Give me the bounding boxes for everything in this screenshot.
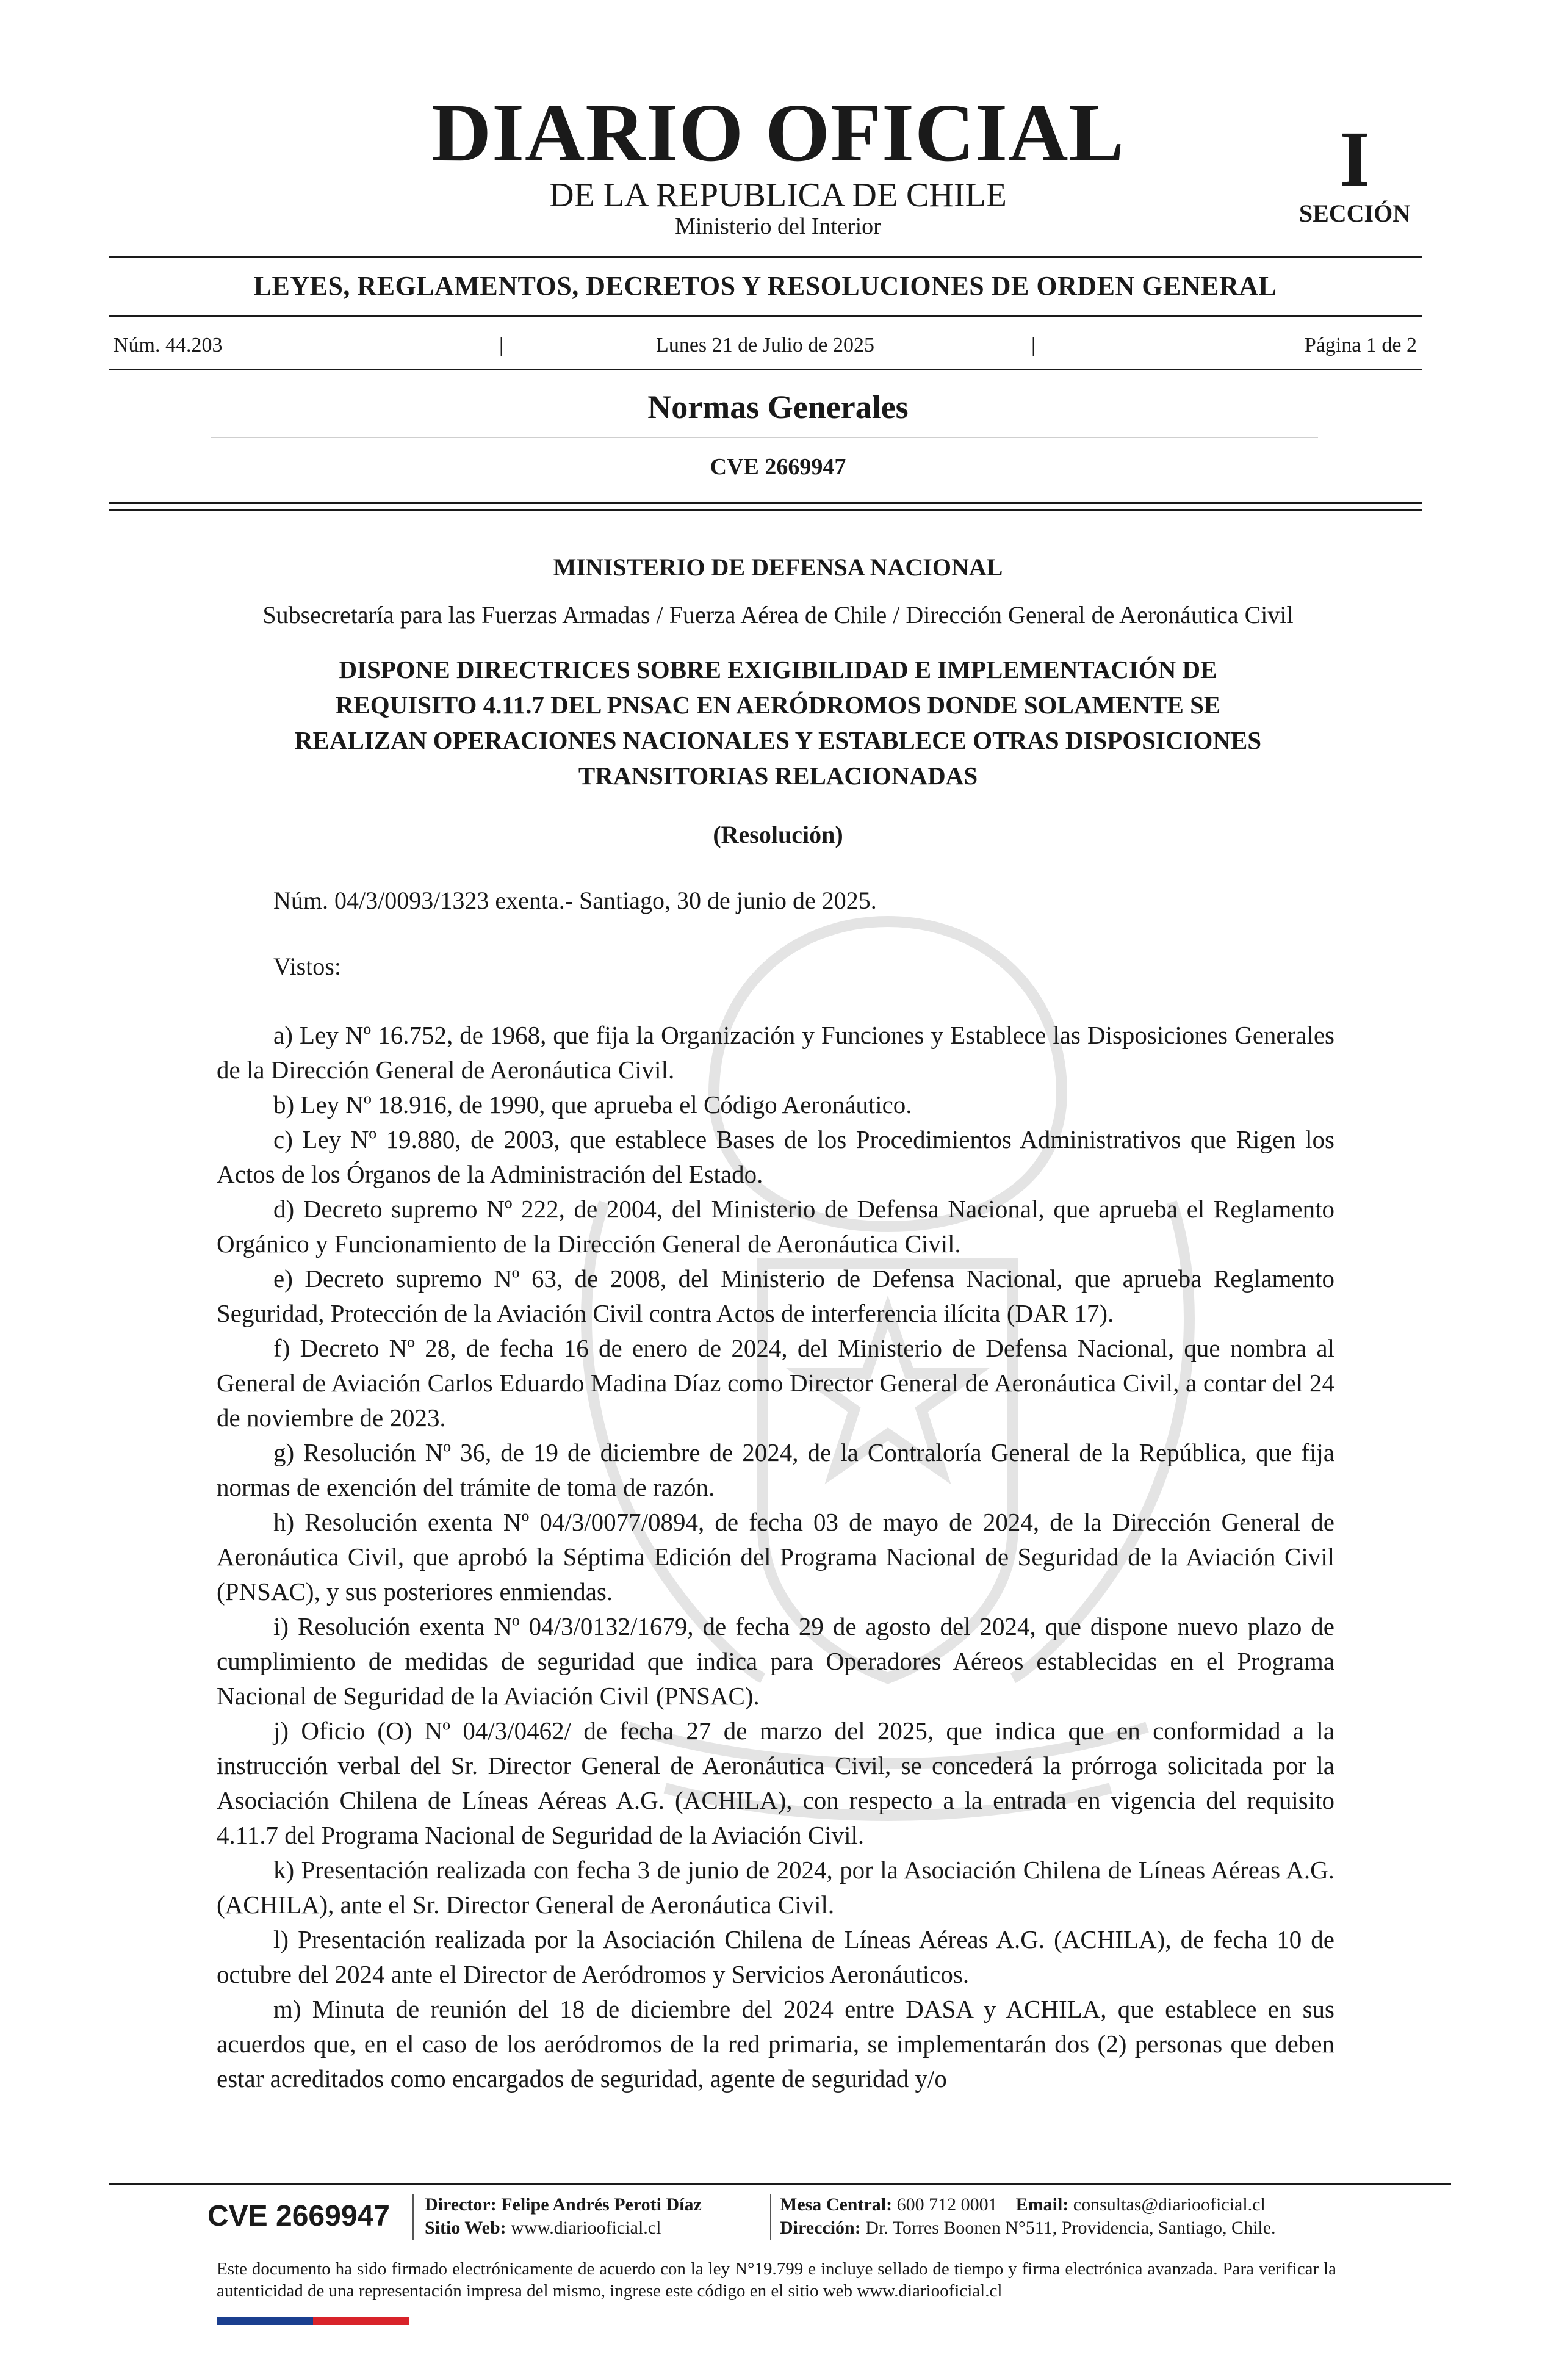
- heading-line: DISPONE DIRECTRICES SOBRE EXIGIBILIDAD E IMPLEMENTACIÓN DE: [339, 655, 1217, 683]
- footer-divider: [412, 2194, 414, 2240]
- paragraph: e) Decreto supremo Nº 63, de 2008, del Ministerio de Defensa Nacional, que aprueba Reglamento Seguridad, Protección de la Aviación Civil contra Actos de interferencia ilícita (DAR 17).: [217, 1264, 1334, 1327]
- flag-stripe-blue: [217, 2317, 313, 2325]
- category-rule-bottom: [109, 315, 1422, 317]
- section-divider: [211, 437, 1318, 438]
- resolution-number: Núm. 04/3/0093/1323 exenta.- Santiago, 30 de junio de 2025.: [273, 887, 877, 914]
- paragraph: g) Resolución Nº 36, de 19 de diciembre de 2024, de la Contraloría General de la República, que fija normas de exención del trámite de toma de razón.: [217, 1438, 1334, 1501]
- director-label: Director:: [425, 2194, 497, 2215]
- flag-stripe-red: [313, 2317, 409, 2325]
- masthead-rule-top: [109, 256, 1422, 258]
- ministry-label: Ministerio del Interior: [675, 214, 881, 239]
- document-heading: [183, 652, 1373, 793]
- organization: MINISTERIO DE DEFENSA NACIONAL: [553, 554, 1003, 581]
- newspaper-title: DIARIO OFICIAL: [431, 87, 1125, 179]
- paragraph: m) Minuta de reunión del 18 de diciembre del 2024 entre DASA y ACHILA, que establece en sus acuerdos que, en el caso de los aeródromos de la red primaria, se implementarán dos (2) personas que deben estar acreditados como encargados de seguridad, agente de seguridad y/o: [217, 1995, 1334, 2093]
- section-label: SECCIÓN: [1298, 200, 1411, 227]
- paragraph: b) Ley Nº 18.916, de 1990, que aprueba el Código Aeronáutico.: [273, 1091, 912, 1119]
- footer-cve-code: CVE 2669947: [207, 2200, 390, 2232]
- director-name: Felipe Andrés Peroti Díaz: [501, 2194, 702, 2215]
- paragraph: k) Presentación realizada con fecha 3 de junio de 2024, por la Asociación Chilena de Líneas Aéreas A.G. (ACHILA), ante el Sr. Director General de Aeronáutica Civil.: [217, 1856, 1334, 1919]
- double-rule-top: [109, 502, 1422, 504]
- paragraph: d) Decreto supremo Nº 222, de 2004, del Ministerio de Defensa Nacional, que aprueba el Reglamento Orgánico y Funcionamiento de la Dirección General de Aeronáutica Civil.: [217, 1195, 1334, 1258]
- address-label: Dirección:: [780, 2218, 861, 2238]
- meta-separator: |: [1031, 334, 1036, 356]
- footer-divider: [770, 2194, 771, 2240]
- paragraph: l) Presentación realizada por la Asociación Chilena de Líneas Aéreas A.G. (ACHILA), de fecha 10 de octubre del 2024 ante el Director de Aeródromos y Servicios Aeronáuticos.: [217, 1925, 1334, 1988]
- mesa-label: Mesa Central:: [780, 2194, 893, 2215]
- page-indicator: Página 1 de 2: [1304, 334, 1417, 356]
- document-type: (Resolución): [713, 821, 843, 848]
- footer-contact-block: [780, 2193, 1276, 2240]
- newspaper-subtitle: DE LA REPUBLICA DE CHILE: [549, 176, 1007, 214]
- paragraph: f) Decreto Nº 28, de fecha 16 de enero de 2024, del Ministerio de Defensa Nacional, que nombra al General de Aviación Carlos Eduardo Madina Díaz como Director General de Aeronáutica Civil, a contar del 24 de noviembre de 2023.: [217, 1334, 1334, 1432]
- footer-rule: [109, 2183, 1451, 2185]
- paragraph: h) Resolución exenta Nº 04/3/0077/0894, de fecha 03 de mayo de 2024, de la Dirección General de Aeronáutica Civil, que aprobó la Séptima Edición del Programa Nacional de Seguridad de la Aviación Civil (PNSAC), y sus posteriores enmiendas.: [217, 1508, 1334, 1606]
- mesa-phone: 600 712 0001: [896, 2194, 998, 2215]
- issue-number: Núm. 44.203: [113, 334, 223, 356]
- vistos-label: Vistos:: [273, 953, 341, 980]
- issue-date: Lunes 21 de Julio de 2025: [656, 334, 874, 356]
- category-banner: LEYES, REGLAMENTOS, DECRETOS Y RESOLUCIONES DE ORDEN GENERAL: [253, 271, 1277, 301]
- email-label: Email:: [1015, 2194, 1069, 2215]
- paragraph: j) Oficio (O) Nº 04/3/0462/ de fecha 27 de marzo del 2025, que indica que en conformidad a la instrucción verbal del Sr. Director General de Aeronáutica Civil, se concederá la prórroga solicitada por la Asociación Chilena de Líneas Aéreas A.G. (ACHILA), con respecto a la entrada en vigencia del requisito 4.11.7 del Programa Nacional de Seguridad de la Aviación Civil.: [217, 1717, 1334, 1849]
- section-number: I: [1339, 115, 1371, 203]
- email-link[interactable]: consultas@diariooficial.cl: [1073, 2194, 1266, 2215]
- website-link[interactable]: www.diariooficial.cl: [511, 2218, 661, 2238]
- cve-code: CVE 2669947: [710, 454, 846, 480]
- paragraph: i) Resolución exenta Nº 04/3/0132/1679, de fecha 29 de agosto del 2024, que dispone nuevo plazo de cumplimiento de medidas de seguridad que indica para Operadores Aéreos establecidas en el Programa Nacional de Seguridad de la Aviación Civil (PNSAC).: [217, 1612, 1334, 1710]
- document-body: [217, 1018, 1334, 2096]
- meta-separator: |: [499, 334, 503, 356]
- footer-legal-note: Este documento ha sido firmado electrónicamente de acuerdo con la ley N°19.799 e incluye sellado de tiempo y firma electrónica avanzada. Para verificar la autenticidad de una representación impresa del mismo, ingrese este código en el sitio web www.diariooficial.cl: [217, 2259, 1336, 2301]
- sub-organization: Subsecretaría para las Fuerzas Armadas / Fuerza Aérea de Chile / Dirección General de Aeronáutica Civil: [262, 601, 1294, 629]
- heading-line: TRANSITORIAS RELACIONADAS: [578, 762, 978, 790]
- section-title: Normas Generales: [647, 389, 909, 425]
- heading-line: REQUISITO 4.11.7 DEL PNSAC EN AERÓDROMOS DONDE SOLAMENTE SE: [335, 691, 1221, 719]
- meta-rule: [109, 369, 1422, 370]
- website-label: Sitio Web:: [425, 2218, 506, 2238]
- footer-director-block: [425, 2193, 702, 2240]
- paragraph: c) Ley Nº 19.880, de 2003, que establece Bases de los Procedimientos Administrativos que Rigen los Actos de los Órganos de la Administración del Estado.: [217, 1125, 1334, 1188]
- issue-meta-row: [109, 333, 1422, 358]
- double-rule-bottom: [109, 509, 1422, 511]
- address-value: Dr. Torres Boonen N°511, Providencia, Santiago, Chile.: [865, 2218, 1276, 2238]
- heading-line: REALIZAN OPERACIONES NACIONALES Y ESTABLECE OTRAS DISPOSICIONES: [294, 726, 1262, 754]
- paragraph: a) Ley Nº 16.752, de 1968, que fija la Organización y Funciones y Establece las Disposiciones Generales de la Dirección General de Aeronáutica Civil.: [217, 1021, 1334, 1084]
